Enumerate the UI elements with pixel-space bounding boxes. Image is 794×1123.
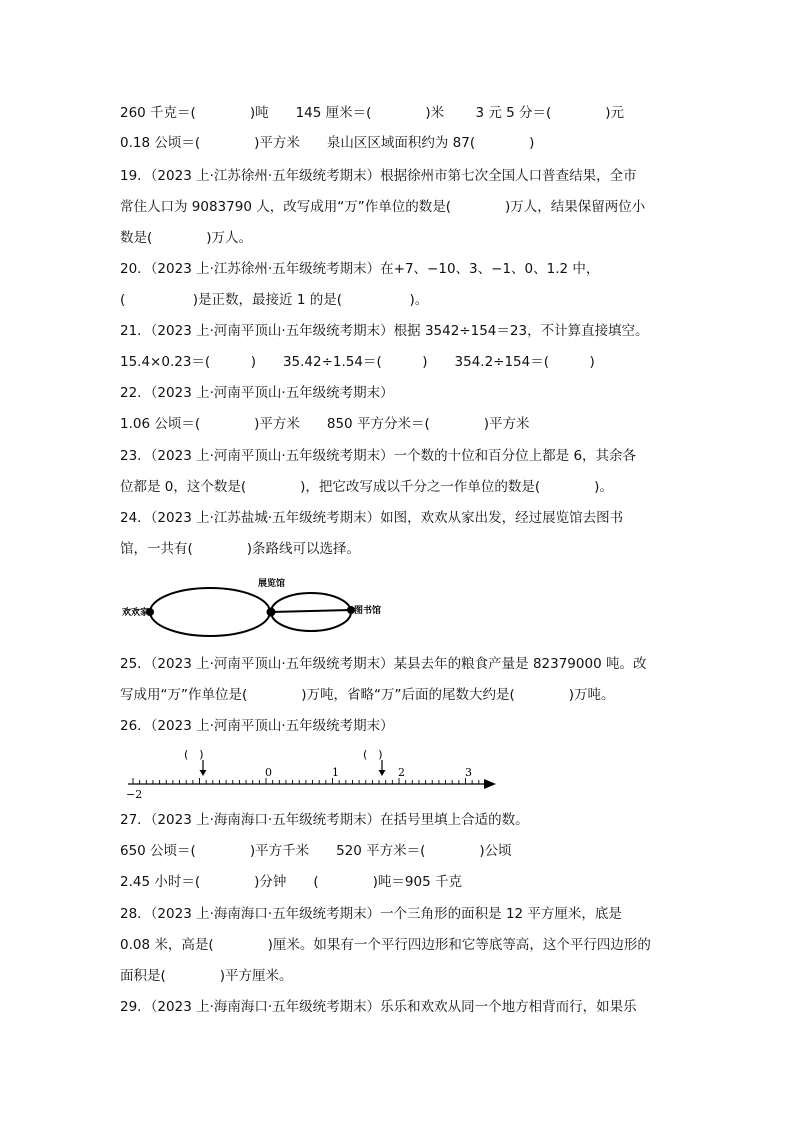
question-27: 27．（2023 上·海南海口·五年级统考期末）在括号里填上合适的数。 (120, 812, 529, 828)
tick-label: 3 (465, 766, 472, 779)
question-19: 19．（2023 上·江苏徐州·五年级统考期末）根据徐州市第七次全国人口普查结果，全市 (120, 168, 637, 184)
text-line: 0.18 公顷＝( )平方米 泉山区区域面积约为 87( ) (120, 135, 535, 151)
number-line-ticks (133, 778, 479, 784)
number-line (118, 742, 508, 800)
library-label: 图书馆 (354, 606, 382, 616)
question-20: 20．（2023 上·江苏徐州·五年级统考期末）在+7、−10、3、−1、0、1.2 中， (120, 261, 600, 277)
route-straight-path (271, 610, 351, 612)
text-line: 馆，一共有( )条路线可以选择。 (120, 541, 361, 557)
tick-label: 0 (265, 766, 272, 779)
question-29: 29．（2023 上·海南海口·五年级统考期末）乐乐和欢欢从同一个地方相背而行，如果乐 (120, 999, 637, 1015)
text-line: 常住人口为 9083790 人，改写成用“万”作单位的数是( )万人，结果保留两位小 (120, 199, 646, 215)
text-line: 2.45 小时＝( )分钟 ( )吨＝905 千克 (120, 874, 462, 890)
text-line: 260 千克＝( )吨 145 厘米＝( )米 3 元 5 分＝( )元 (120, 105, 625, 121)
exhibition-label: 展览馆 (258, 579, 286, 589)
text-line: 写成用“万”作单位是( )万吨，省略“万”后面的尾数大约是( )万吨。 (120, 687, 615, 703)
text-line: 15.4×0.23＝( ) 35.42÷1.54＝( ) 354.2÷154＝( ) (120, 354, 595, 370)
answer-blank-left: ( ) (184, 748, 204, 761)
home-label: 欢欢家 (122, 608, 150, 618)
question-26: 26．（2023 上·河南平顶山·五年级统考期末） (120, 718, 394, 734)
question-22: 22．（2023 上·河南平顶山·五年级统考期末） (120, 385, 394, 401)
text-line: 650 公顷＝( )平方千米 520 平方米＝( )公顷 (120, 843, 512, 859)
text-line: 0.08 米，高是( )厘米。如果有一个平行四边形和它等底等高，这个平行四边形的 (120, 937, 651, 953)
question-23: 23．（2023 上·河南平顶山·五年级统考期末）一个数的十位和百分位上都是 6，其余各 (120, 448, 637, 464)
answer-blank-right: ( ) (363, 748, 383, 761)
text-line: 位都是 0，这个数是( )，把它改写成以千分之一作单位的数是( )。 (120, 479, 613, 495)
route-ellipse-left (150, 588, 270, 636)
text-line: 面积是( )平方厘米。 (120, 968, 293, 984)
route-diagram (118, 572, 388, 642)
pointer-arrow-left-head (200, 770, 207, 776)
tick-label: −2 (126, 788, 143, 800)
tick-label: 1 (332, 766, 339, 779)
pointer-arrow-right-head (379, 770, 386, 776)
exhibition-dot (267, 608, 276, 617)
question-25: 25．（2023 上·河南平顶山·五年级统考期末）某县去年的粮食产量是 82379000 吨。改 (120, 656, 647, 672)
text-line: 数是( )万人。 (120, 230, 253, 246)
text-line: 1.06 公顷＝( )平方米 850 平方分米＝( )平方米 (120, 416, 530, 432)
question-24: 24．（2023 上·江苏盐城·五年级统考期末）如图，欢欢从家出发，经过展览馆去图书 (120, 510, 624, 526)
question-28: 28．（2023 上·海南海口·五年级统考期末）一个三角形的面积是 12 平方厘米，底是 (120, 906, 622, 922)
tick-label: 2 (398, 766, 405, 779)
question-21: 21．（2023 上·河南平顶山·五年级统考期末）根据 3542÷154＝23，不计算直接填空。 (120, 323, 649, 339)
text-line: ( )是正数，最接近 1 的是( )。 (120, 292, 429, 308)
arrow-head-icon (484, 779, 496, 789)
